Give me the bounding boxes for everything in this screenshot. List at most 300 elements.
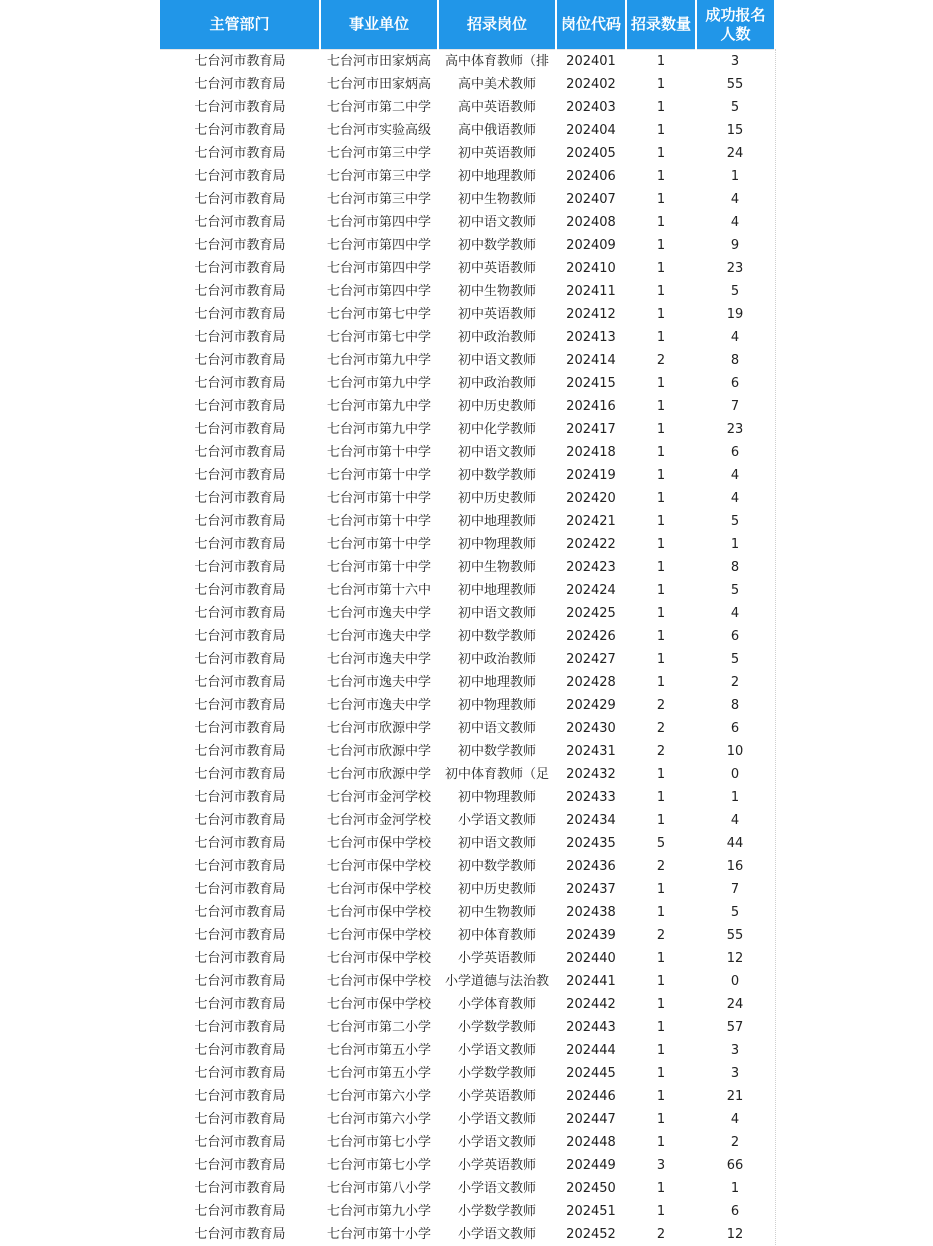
cell-institution[interactable]: 七台河市逸夫中学	[320, 671, 438, 694]
cell-department[interactable]: 七台河市教育局	[160, 326, 320, 349]
cell-applicants[interactable]: 24	[696, 142, 774, 165]
cell-institution[interactable]: 七台河市第十六中	[320, 579, 438, 602]
cell-institution[interactable]: 七台河市第七小学	[320, 1131, 438, 1154]
table-row[interactable]	[160, 1108, 774, 1131]
cell-quota[interactable]: 2	[626, 349, 696, 372]
cell-quota[interactable]: 2	[626, 694, 696, 717]
cell-position-code[interactable]: 202439	[556, 924, 626, 947]
cell-position-code[interactable]: 202424	[556, 579, 626, 602]
cell-institution[interactable]: 七台河市第九中学	[320, 372, 438, 395]
cell-applicants[interactable]: 2	[696, 671, 774, 694]
table-row[interactable]	[160, 1154, 774, 1177]
cell-department[interactable]: 七台河市教育局	[160, 234, 320, 257]
cell-quota[interactable]: 1	[626, 1039, 696, 1062]
cell-position-code[interactable]: 202417	[556, 418, 626, 441]
cell-position-code[interactable]: 202416	[556, 395, 626, 418]
cell-department[interactable]: 七台河市教育局	[160, 970, 320, 993]
header-position-code[interactable]: 岗位代码	[556, 0, 626, 50]
table-row[interactable]	[160, 832, 774, 855]
cell-department[interactable]: 七台河市教育局	[160, 579, 320, 602]
cell-quota[interactable]: 1	[626, 257, 696, 280]
cell-position-code[interactable]: 202419	[556, 464, 626, 487]
cell-position-code[interactable]: 202428	[556, 671, 626, 694]
cell-department[interactable]: 七台河市教育局	[160, 740, 320, 763]
cell-department[interactable]: 七台河市教育局	[160, 372, 320, 395]
cell-department[interactable]: 七台河市教育局	[160, 487, 320, 510]
cell-quota[interactable]: 1	[626, 510, 696, 533]
cell-institution[interactable]: 七台河市第九中学	[320, 349, 438, 372]
cell-position[interactable]: 初中英语教师	[438, 142, 556, 165]
cell-department[interactable]: 七台河市教育局	[160, 1062, 320, 1085]
cell-position[interactable]: 初中体育教师	[438, 924, 556, 947]
cell-department[interactable]: 七台河市教育局	[160, 418, 320, 441]
cell-position[interactable]: 初中历史教师	[438, 487, 556, 510]
cell-quota[interactable]: 5	[626, 832, 696, 855]
cell-applicants[interactable]: 4	[696, 188, 774, 211]
cell-quota[interactable]: 1	[626, 188, 696, 211]
cell-institution[interactable]: 七台河市逸夫中学	[320, 602, 438, 625]
cell-institution[interactable]: 七台河市保中学校	[320, 993, 438, 1016]
cell-position[interactable]: 初中数学教师	[438, 464, 556, 487]
cell-position[interactable]: 小学数学教师	[438, 1200, 556, 1223]
cell-position-code[interactable]: 202420	[556, 487, 626, 510]
cell-position-code[interactable]: 202414	[556, 349, 626, 372]
cell-institution[interactable]: 七台河市第九中学	[320, 418, 438, 441]
cell-quota[interactable]: 1	[626, 119, 696, 142]
cell-institution[interactable]: 七台河市保中学校	[320, 947, 438, 970]
cell-quota[interactable]: 1	[626, 993, 696, 1016]
cell-position-code[interactable]: 202432	[556, 763, 626, 786]
cell-position-code[interactable]: 202408	[556, 211, 626, 234]
cell-position[interactable]: 小学体育教师	[438, 993, 556, 1016]
cell-applicants[interactable]: 4	[696, 487, 774, 510]
cell-quota[interactable]: 1	[626, 1200, 696, 1223]
cell-institution[interactable]: 七台河市田家炳高	[320, 50, 438, 74]
cell-department[interactable]: 七台河市教育局	[160, 694, 320, 717]
cell-position[interactable]: 高中体育教师（排	[438, 50, 556, 74]
cell-institution[interactable]: 七台河市第五小学	[320, 1039, 438, 1062]
cell-position[interactable]: 小学英语教师	[438, 947, 556, 970]
cell-position-code[interactable]: 202427	[556, 648, 626, 671]
cell-position-code[interactable]: 202423	[556, 556, 626, 579]
cell-quota[interactable]: 1	[626, 326, 696, 349]
cell-position-code[interactable]: 202406	[556, 165, 626, 188]
cell-position-code[interactable]: 202443	[556, 1016, 626, 1039]
cell-applicants[interactable]: 15	[696, 119, 774, 142]
cell-position-code[interactable]: 202440	[556, 947, 626, 970]
cell-quota[interactable]: 1	[626, 1016, 696, 1039]
cell-department[interactable]: 七台河市教育局	[160, 625, 320, 648]
table-row[interactable]	[160, 602, 774, 625]
cell-department[interactable]: 七台河市教育局	[160, 648, 320, 671]
cell-position-code[interactable]: 202438	[556, 901, 626, 924]
cell-institution[interactable]: 七台河市保中学校	[320, 970, 438, 993]
cell-position[interactable]: 初中历史教师	[438, 878, 556, 901]
cell-quota[interactable]: 1	[626, 1062, 696, 1085]
cell-quota[interactable]: 1	[626, 901, 696, 924]
cell-applicants[interactable]: 4	[696, 1108, 774, 1131]
cell-applicants[interactable]: 4	[696, 809, 774, 832]
cell-applicants[interactable]: 23	[696, 257, 774, 280]
cell-applicants[interactable]: 6	[696, 441, 774, 464]
cell-department[interactable]: 七台河市教育局	[160, 349, 320, 372]
cell-institution[interactable]: 七台河市欣源中学	[320, 717, 438, 740]
cell-institution[interactable]: 七台河市金河学校	[320, 809, 438, 832]
cell-position[interactable]: 初中数学教师	[438, 234, 556, 257]
table-row[interactable]	[160, 1016, 774, 1039]
table-row[interactable]	[160, 96, 774, 119]
cell-position-code[interactable]: 202421	[556, 510, 626, 533]
cell-quota[interactable]: 2	[626, 740, 696, 763]
cell-quota[interactable]: 1	[626, 50, 696, 74]
cell-quota[interactable]: 1	[626, 464, 696, 487]
cell-position-code[interactable]: 202405	[556, 142, 626, 165]
cell-quota[interactable]: 2	[626, 717, 696, 740]
cell-position-code[interactable]: 202425	[556, 602, 626, 625]
cell-position-code[interactable]: 202436	[556, 855, 626, 878]
cell-position[interactable]: 初中地理教师	[438, 671, 556, 694]
cell-quota[interactable]: 1	[626, 211, 696, 234]
cell-position-code[interactable]: 202411	[556, 280, 626, 303]
cell-institution[interactable]: 七台河市第十中学	[320, 487, 438, 510]
cell-applicants[interactable]: 4	[696, 464, 774, 487]
table-row[interactable]	[160, 809, 774, 832]
cell-institution[interactable]: 七台河市第十中学	[320, 441, 438, 464]
cell-department[interactable]: 七台河市教育局	[160, 165, 320, 188]
cell-applicants[interactable]: 2	[696, 1131, 774, 1154]
cell-department[interactable]: 七台河市教育局	[160, 993, 320, 1016]
cell-applicants[interactable]: 1	[696, 786, 774, 809]
cell-applicants[interactable]: 5	[696, 280, 774, 303]
cell-department[interactable]: 七台河市教育局	[160, 441, 320, 464]
cell-position[interactable]: 小学语文教师	[438, 1039, 556, 1062]
cell-quota[interactable]: 2	[626, 855, 696, 878]
table-row[interactable]	[160, 211, 774, 234]
cell-position[interactable]: 初中语文教师	[438, 441, 556, 464]
cell-institution[interactable]: 七台河市第十中学	[320, 464, 438, 487]
cell-institution[interactable]: 七台河市第四中学	[320, 280, 438, 303]
cell-applicants[interactable]: 6	[696, 1200, 774, 1223]
cell-position-code[interactable]: 202445	[556, 1062, 626, 1085]
cell-position-code[interactable]: 202426	[556, 625, 626, 648]
cell-quota[interactable]: 1	[626, 786, 696, 809]
table-row[interactable]	[160, 648, 774, 671]
cell-position[interactable]: 高中美术教师	[438, 73, 556, 96]
table-row[interactable]	[160, 1062, 774, 1085]
cell-position-code[interactable]: 202435	[556, 832, 626, 855]
cell-position[interactable]: 初中物理教师	[438, 533, 556, 556]
cell-institution[interactable]: 七台河市逸夫中学	[320, 694, 438, 717]
cell-department[interactable]: 七台河市教育局	[160, 1085, 320, 1108]
table-row[interactable]	[160, 372, 774, 395]
cell-position[interactable]: 初中数学教师	[438, 740, 556, 763]
table-row[interactable]	[160, 441, 774, 464]
cell-position[interactable]: 初中生物教师	[438, 280, 556, 303]
cell-applicants[interactable]: 9	[696, 234, 774, 257]
cell-applicants[interactable]: 4	[696, 326, 774, 349]
cell-quota[interactable]: 1	[626, 142, 696, 165]
cell-position-code[interactable]: 202402	[556, 73, 626, 96]
table-row[interactable]	[160, 786, 774, 809]
cell-institution[interactable]: 七台河市第六小学	[320, 1108, 438, 1131]
cell-position-code[interactable]: 202444	[556, 1039, 626, 1062]
cell-department[interactable]: 七台河市教育局	[160, 602, 320, 625]
cell-department[interactable]: 七台河市教育局	[160, 924, 320, 947]
table-row[interactable]	[160, 901, 774, 924]
cell-position[interactable]: 初中地理教师	[438, 165, 556, 188]
cell-position-code[interactable]: 202403	[556, 96, 626, 119]
cell-position[interactable]: 初中历史教师	[438, 395, 556, 418]
cell-applicants[interactable]: 1	[696, 533, 774, 556]
cell-institution[interactable]: 七台河市保中学校	[320, 855, 438, 878]
cell-department[interactable]: 七台河市教育局	[160, 901, 320, 924]
cell-position[interactable]: 初中语文教师	[438, 602, 556, 625]
cell-department[interactable]: 七台河市教育局	[160, 1108, 320, 1131]
cell-position[interactable]: 小学语文教师	[438, 1223, 556, 1246]
table-row[interactable]	[160, 717, 774, 740]
cell-institution[interactable]: 七台河市第五小学	[320, 1062, 438, 1085]
cell-department[interactable]: 七台河市教育局	[160, 717, 320, 740]
cell-position[interactable]: 初中语文教师	[438, 211, 556, 234]
cell-department[interactable]: 七台河市教育局	[160, 119, 320, 142]
cell-applicants[interactable]: 5	[696, 96, 774, 119]
cell-position-code[interactable]: 202415	[556, 372, 626, 395]
cell-applicants[interactable]: 8	[696, 556, 774, 579]
table-row[interactable]	[160, 694, 774, 717]
cell-applicants[interactable]: 16	[696, 855, 774, 878]
cell-institution[interactable]: 七台河市实验高级	[320, 119, 438, 142]
cell-applicants[interactable]: 4	[696, 211, 774, 234]
cell-quota[interactable]: 2	[626, 1223, 696, 1246]
cell-applicants[interactable]: 7	[696, 878, 774, 901]
table-row[interactable]	[160, 326, 774, 349]
table-row[interactable]	[160, 487, 774, 510]
cell-applicants[interactable]: 24	[696, 993, 774, 1016]
cell-position[interactable]: 初中体育教师（足	[438, 763, 556, 786]
cell-position-code[interactable]: 202433	[556, 786, 626, 809]
cell-position[interactable]: 初中数学教师	[438, 855, 556, 878]
cell-department[interactable]: 七台河市教育局	[160, 464, 320, 487]
cell-department[interactable]: 七台河市教育局	[160, 257, 320, 280]
cell-applicants[interactable]: 4	[696, 602, 774, 625]
cell-applicants[interactable]: 1	[696, 1177, 774, 1200]
cell-position[interactable]: 小学语文教师	[438, 809, 556, 832]
cell-institution[interactable]: 七台河市保中学校	[320, 878, 438, 901]
cell-position-code[interactable]: 202431	[556, 740, 626, 763]
cell-position[interactable]: 小学语文教师	[438, 1131, 556, 1154]
cell-institution[interactable]: 七台河市第九小学	[320, 1200, 438, 1223]
cell-position-code[interactable]: 202422	[556, 533, 626, 556]
cell-institution[interactable]: 七台河市欣源中学	[320, 740, 438, 763]
cell-position[interactable]: 初中政治教师	[438, 648, 556, 671]
table-row[interactable]	[160, 303, 774, 326]
table-row[interactable]	[160, 142, 774, 165]
cell-institution[interactable]: 七台河市第九中学	[320, 395, 438, 418]
cell-applicants[interactable]: 23	[696, 418, 774, 441]
cell-applicants[interactable]: 8	[696, 694, 774, 717]
cell-position[interactable]: 初中生物教师	[438, 556, 556, 579]
cell-department[interactable]: 七台河市教育局	[160, 947, 320, 970]
cell-position[interactable]: 小学数学教师	[438, 1062, 556, 1085]
table-row[interactable]	[160, 1039, 774, 1062]
table-row[interactable]	[160, 234, 774, 257]
cell-quota[interactable]: 1	[626, 671, 696, 694]
cell-position-code[interactable]: 202450	[556, 1177, 626, 1200]
cell-position[interactable]: 高中英语教师	[438, 96, 556, 119]
cell-quota[interactable]: 1	[626, 303, 696, 326]
cell-institution[interactable]: 七台河市第七中学	[320, 326, 438, 349]
cell-department[interactable]: 七台河市教育局	[160, 671, 320, 694]
table-row[interactable]	[160, 993, 774, 1016]
cell-position-code[interactable]: 202446	[556, 1085, 626, 1108]
cell-department[interactable]: 七台河市教育局	[160, 142, 320, 165]
cell-position[interactable]: 小学语文教师	[438, 1108, 556, 1131]
cell-institution[interactable]: 七台河市第四中学	[320, 234, 438, 257]
table-row[interactable]	[160, 50, 774, 74]
table-row[interactable]	[160, 533, 774, 556]
cell-quota[interactable]: 1	[626, 1108, 696, 1131]
cell-department[interactable]: 七台河市教育局	[160, 211, 320, 234]
cell-institution[interactable]: 七台河市逸夫中学	[320, 648, 438, 671]
cell-institution[interactable]: 七台河市第十中学	[320, 533, 438, 556]
table-row[interactable]	[160, 579, 774, 602]
cell-department[interactable]: 七台河市教育局	[160, 855, 320, 878]
cell-position[interactable]: 小学英语教师	[438, 1085, 556, 1108]
cell-department[interactable]: 七台河市教育局	[160, 1131, 320, 1154]
cell-institution[interactable]: 七台河市第七小学	[320, 1154, 438, 1177]
cell-position-code[interactable]: 202452	[556, 1223, 626, 1246]
cell-quota[interactable]: 1	[626, 1085, 696, 1108]
cell-department[interactable]: 七台河市教育局	[160, 786, 320, 809]
cell-position-code[interactable]: 202401	[556, 50, 626, 74]
cell-position[interactable]: 小学英语教师	[438, 1154, 556, 1177]
cell-position-code[interactable]: 202442	[556, 993, 626, 1016]
cell-department[interactable]: 七台河市教育局	[160, 510, 320, 533]
table-row[interactable]	[160, 1177, 774, 1200]
cell-position-code[interactable]: 202441	[556, 970, 626, 993]
table-row[interactable]	[160, 763, 774, 786]
cell-institution[interactable]: 七台河市第四中学	[320, 257, 438, 280]
cell-department[interactable]: 七台河市教育局	[160, 73, 320, 96]
cell-institution[interactable]: 七台河市第三中学	[320, 188, 438, 211]
table-row[interactable]	[160, 556, 774, 579]
cell-quota[interactable]: 1	[626, 418, 696, 441]
cell-quota[interactable]: 3	[626, 1154, 696, 1177]
cell-position-code[interactable]: 202418	[556, 441, 626, 464]
cell-applicants[interactable]: 0	[696, 763, 774, 786]
header-quota[interactable]: 招录数量	[626, 0, 696, 50]
cell-institution[interactable]: 七台河市第十小学	[320, 1223, 438, 1246]
cell-position[interactable]: 初中生物教师	[438, 901, 556, 924]
cell-institution[interactable]: 七台河市逸夫中学	[320, 625, 438, 648]
table-row[interactable]	[160, 924, 774, 947]
cell-department[interactable]: 七台河市教育局	[160, 809, 320, 832]
cell-applicants[interactable]: 55	[696, 924, 774, 947]
table-row[interactable]	[160, 257, 774, 280]
cell-position[interactable]: 初中物理教师	[438, 786, 556, 809]
table-row[interactable]	[160, 671, 774, 694]
cell-position-code[interactable]: 202434	[556, 809, 626, 832]
cell-position[interactable]: 初中数学教师	[438, 625, 556, 648]
cell-position[interactable]: 初中物理教师	[438, 694, 556, 717]
cell-position[interactable]: 初中英语教师	[438, 303, 556, 326]
cell-position-code[interactable]: 202437	[556, 878, 626, 901]
cell-department[interactable]: 七台河市教育局	[160, 1039, 320, 1062]
cell-institution[interactable]: 七台河市保中学校	[320, 924, 438, 947]
cell-position[interactable]: 初中英语教师	[438, 257, 556, 280]
cell-position[interactable]: 初中地理教师	[438, 510, 556, 533]
cell-position[interactable]: 高中俄语教师	[438, 119, 556, 142]
cell-quota[interactable]: 1	[626, 625, 696, 648]
header-department[interactable]: 主管部门	[160, 0, 320, 50]
cell-quota[interactable]: 1	[626, 556, 696, 579]
cell-applicants[interactable]: 8	[696, 349, 774, 372]
table-row[interactable]	[160, 73, 774, 96]
cell-position[interactable]: 初中语文教师	[438, 717, 556, 740]
cell-position-code[interactable]: 202447	[556, 1108, 626, 1131]
cell-quota[interactable]: 1	[626, 1131, 696, 1154]
table-row[interactable]	[160, 970, 774, 993]
cell-applicants[interactable]: 10	[696, 740, 774, 763]
cell-institution[interactable]: 七台河市第八小学	[320, 1177, 438, 1200]
cell-quota[interactable]: 1	[626, 73, 696, 96]
cell-department[interactable]: 七台河市教育局	[160, 832, 320, 855]
cell-department[interactable]: 七台河市教育局	[160, 878, 320, 901]
cell-position[interactable]: 小学语文教师	[438, 1177, 556, 1200]
cell-quota[interactable]: 1	[626, 648, 696, 671]
cell-department[interactable]: 七台河市教育局	[160, 188, 320, 211]
cell-department[interactable]: 七台河市教育局	[160, 533, 320, 556]
cell-department[interactable]: 七台河市教育局	[160, 763, 320, 786]
table-row[interactable]	[160, 188, 774, 211]
cell-institution[interactable]: 七台河市田家炳高	[320, 73, 438, 96]
cell-quota[interactable]: 1	[626, 947, 696, 970]
cell-quota[interactable]: 1	[626, 165, 696, 188]
table-row[interactable]	[160, 349, 774, 372]
table-row[interactable]	[160, 1085, 774, 1108]
table-row[interactable]	[160, 119, 774, 142]
header-institution[interactable]: 事业单位	[320, 0, 438, 50]
cell-applicants[interactable]: 6	[696, 372, 774, 395]
cell-quota[interactable]: 1	[626, 763, 696, 786]
header-position[interactable]: 招录岗位	[438, 0, 556, 50]
cell-department[interactable]: 七台河市教育局	[160, 96, 320, 119]
cell-position[interactable]: 初中生物教师	[438, 188, 556, 211]
cell-position[interactable]: 小学数学教师	[438, 1016, 556, 1039]
cell-quota[interactable]: 1	[626, 533, 696, 556]
cell-institution[interactable]: 七台河市第六小学	[320, 1085, 438, 1108]
table-row[interactable]	[160, 878, 774, 901]
cell-quota[interactable]: 1	[626, 809, 696, 832]
cell-department[interactable]: 七台河市教育局	[160, 1200, 320, 1223]
cell-institution[interactable]: 七台河市第二中学	[320, 96, 438, 119]
cell-institution[interactable]: 七台河市欣源中学	[320, 763, 438, 786]
cell-institution[interactable]: 七台河市第七中学	[320, 303, 438, 326]
cell-department[interactable]: 七台河市教育局	[160, 1177, 320, 1200]
cell-institution[interactable]: 七台河市第三中学	[320, 142, 438, 165]
cell-position-code[interactable]: 202404	[556, 119, 626, 142]
cell-position-code[interactable]: 202448	[556, 1131, 626, 1154]
cell-department[interactable]: 七台河市教育局	[160, 1154, 320, 1177]
cell-applicants[interactable]: 0	[696, 970, 774, 993]
cell-quota[interactable]: 1	[626, 602, 696, 625]
cell-position[interactable]: 初中语文教师	[438, 349, 556, 372]
cell-department[interactable]: 七台河市教育局	[160, 395, 320, 418]
cell-department[interactable]: 七台河市教育局	[160, 1016, 320, 1039]
cell-applicants[interactable]: 55	[696, 73, 774, 96]
cell-position-code[interactable]: 202429	[556, 694, 626, 717]
table-row[interactable]	[160, 625, 774, 648]
